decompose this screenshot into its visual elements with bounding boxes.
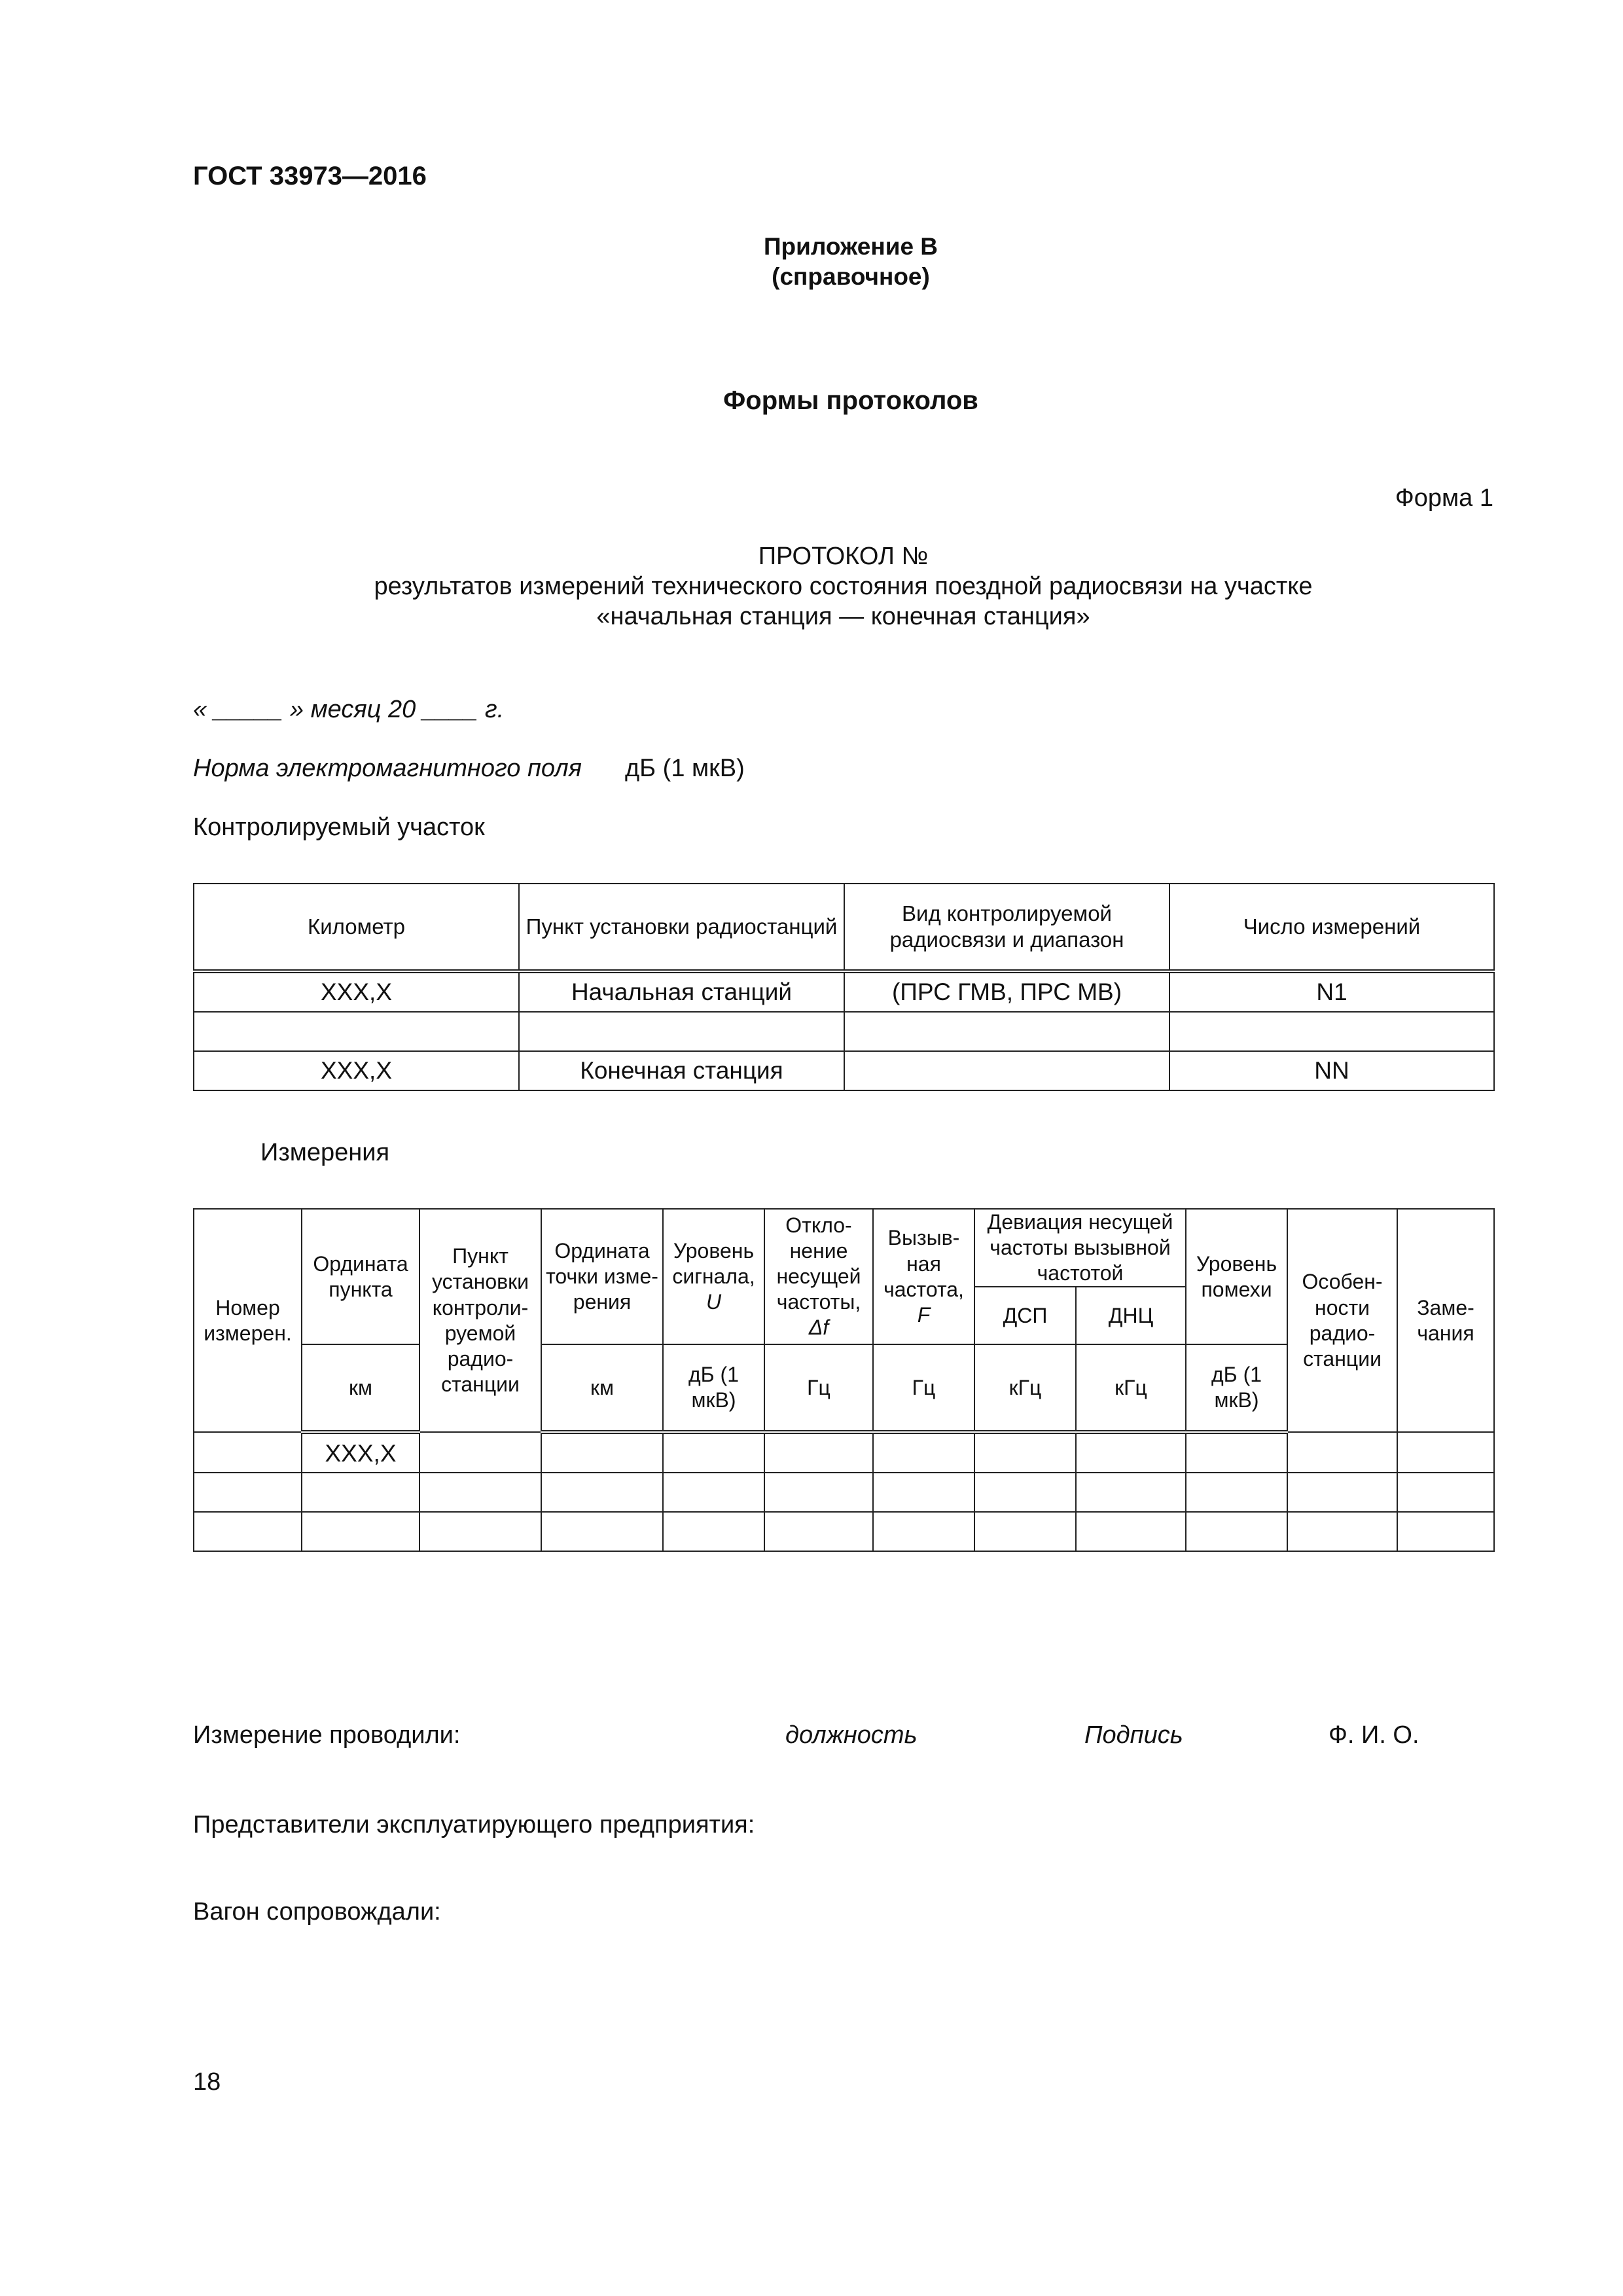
table-cell: Конечная станция — [519, 1051, 844, 1090]
table-cell — [873, 1512, 974, 1551]
header-station-features: Особен-ности радио-станции — [1287, 1209, 1397, 1432]
table-row — [194, 1473, 1494, 1512]
table-header-row — [194, 884, 1494, 971]
table-cell — [194, 1512, 302, 1551]
protocol-line-3: «начальная станция — конечная станция» — [596, 603, 1090, 630]
signal-label: Уровень сигнала, — [672, 1239, 755, 1289]
table-cell — [541, 1473, 663, 1512]
table-cell — [663, 1473, 764, 1512]
table-cell — [844, 1012, 1169, 1051]
call-frequency-var: F — [917, 1302, 931, 1327]
table-cell — [974, 1432, 1076, 1473]
header-station-point: Пункт установки радиостанций — [519, 884, 844, 971]
unit-call: Гц — [873, 1344, 974, 1432]
table-cell — [1397, 1473, 1494, 1512]
measurements-table — [193, 1208, 1495, 1552]
header-dnc: ДНЦ — [1076, 1287, 1186, 1344]
page-number: 18 — [193, 2068, 221, 2096]
table-cell — [302, 1473, 419, 1512]
table-cell — [541, 1512, 663, 1551]
table-cell — [873, 1432, 974, 1473]
table-cell — [844, 1051, 1169, 1090]
appendix-subtitle: (справочное) — [772, 263, 930, 290]
unit-signal: дБ (1 мкВ) — [663, 1344, 764, 1432]
table-header-row — [194, 1209, 1494, 1287]
header-number: Номер измерен. — [194, 1209, 302, 1432]
unit-dsp: кГц — [974, 1344, 1076, 1432]
table-cell — [1186, 1432, 1287, 1473]
table-cell — [663, 1432, 764, 1473]
header-ordinate-measure: Ордината точки изме-рения — [541, 1209, 663, 1344]
unit-ordinate-measure: км — [541, 1344, 663, 1432]
name-label: Ф. И. О. — [1329, 1721, 1419, 1749]
table-cell — [1186, 1512, 1287, 1551]
table-cell: Начальная станций — [519, 971, 844, 1012]
signature-label: Подпись — [1084, 1721, 1183, 1749]
table-cell — [194, 1012, 519, 1051]
protocol-heading — [193, 541, 1493, 632]
header-signal-level — [663, 1209, 764, 1344]
table-cell — [419, 1512, 541, 1551]
table-cell: XXX,X — [302, 1432, 419, 1473]
table-cell — [1287, 1473, 1397, 1512]
table-cell: N1 — [1169, 971, 1494, 1012]
header-call-frequency — [873, 1209, 974, 1344]
table-row — [194, 1432, 1494, 1473]
table-cell — [1287, 1432, 1397, 1473]
representatives-label: Представители эксплуатирующего предприятия: — [193, 1811, 755, 1839]
header-station-point: Пункт установки контроли-руемой радио-станции — [419, 1209, 541, 1432]
header-noise-level: Уровень помехи — [1186, 1209, 1287, 1344]
table-row — [194, 1051, 1494, 1090]
table-cell — [1076, 1432, 1186, 1473]
table-cell — [419, 1473, 541, 1512]
position-label: должность — [785, 1721, 918, 1749]
table-cell — [302, 1512, 419, 1551]
table-cell: XXX,X — [194, 1051, 519, 1090]
unit-noise: дБ (1 мкВ) — [1186, 1344, 1287, 1432]
table-cell: XXX,X — [194, 971, 519, 1012]
header-km: Километр — [194, 884, 519, 971]
table-cell — [873, 1473, 974, 1512]
table-cell — [764, 1432, 873, 1473]
appendix-title: Приложение В — [763, 233, 938, 260]
table-row — [194, 1512, 1494, 1551]
table-cell — [1287, 1512, 1397, 1551]
carrier-deviation-var: Δf — [808, 1316, 829, 1340]
table-cell: (ПРС ГМВ, ПРС МВ) — [844, 971, 1169, 1012]
table-cell — [1076, 1473, 1186, 1512]
table-cell — [519, 1012, 844, 1051]
table-row — [194, 971, 1494, 1012]
appendix-heading — [654, 232, 1047, 292]
table-cell — [194, 1432, 302, 1473]
accompanied-label: Вагон сопровождали: — [193, 1898, 441, 1926]
measurements-label: Измерения — [260, 1139, 390, 1166]
section-table — [193, 883, 1495, 1091]
signal-var: U — [705, 1290, 722, 1314]
table-cell — [1397, 1512, 1494, 1551]
header-remarks: Заме-чания — [1397, 1209, 1494, 1432]
header-ordinate-point: Ордината пункта — [302, 1209, 419, 1344]
table-cell — [663, 1512, 764, 1551]
table-cell: NN — [1169, 1051, 1494, 1090]
header-dsp: ДСП — [974, 1287, 1076, 1344]
conducted-label: Измерение проводили: — [193, 1721, 461, 1749]
table-cell — [541, 1432, 663, 1473]
table-cell — [974, 1473, 1076, 1512]
table-cell — [1397, 1432, 1494, 1473]
header-deviation-group: Девиация несущей частоты вызывной частотой — [974, 1209, 1186, 1287]
table-cell — [764, 1512, 873, 1551]
form-label: Форма 1 — [1395, 484, 1493, 512]
carrier-deviation-label: Откло-нение несущей частоты, — [776, 1213, 861, 1314]
table-cell — [419, 1432, 541, 1473]
table-cell — [974, 1512, 1076, 1551]
standard-number: ГОСТ 33973—2016 — [193, 162, 427, 190]
norm-unit: дБ (1 мкВ) — [625, 755, 745, 782]
norm-label: Норма электромагнитного поля — [193, 755, 582, 782]
table-cell — [194, 1473, 302, 1512]
unit-ordinate-point: км — [302, 1344, 419, 1432]
header-carrier-deviation — [764, 1209, 873, 1344]
date-line: « _____ » месяц 20 ____ г. — [193, 696, 505, 723]
table-cell — [1076, 1512, 1186, 1551]
table-cell — [1169, 1012, 1494, 1051]
table-cell — [1186, 1473, 1287, 1512]
unit-deviation: Гц — [764, 1344, 873, 1432]
table-row — [194, 1012, 1494, 1051]
header-radio-type: Вид контролируемой радиосвязи и диапазон — [844, 884, 1169, 971]
call-frequency-label: Вызыв-ная частота, — [883, 1226, 964, 1301]
section-title: Формы протоколов — [723, 386, 978, 415]
header-measure-count: Число измерений — [1169, 884, 1494, 971]
protocol-line-2: результатов измерений технического состояния поездной радиосвязи на участке — [374, 573, 1313, 600]
unit-dnc: кГц — [1076, 1344, 1186, 1432]
controlled-section-label: Контролируемый участок — [193, 814, 485, 841]
table-cell — [764, 1473, 873, 1512]
protocol-line-1: ПРОТОКОЛ № — [758, 543, 929, 570]
